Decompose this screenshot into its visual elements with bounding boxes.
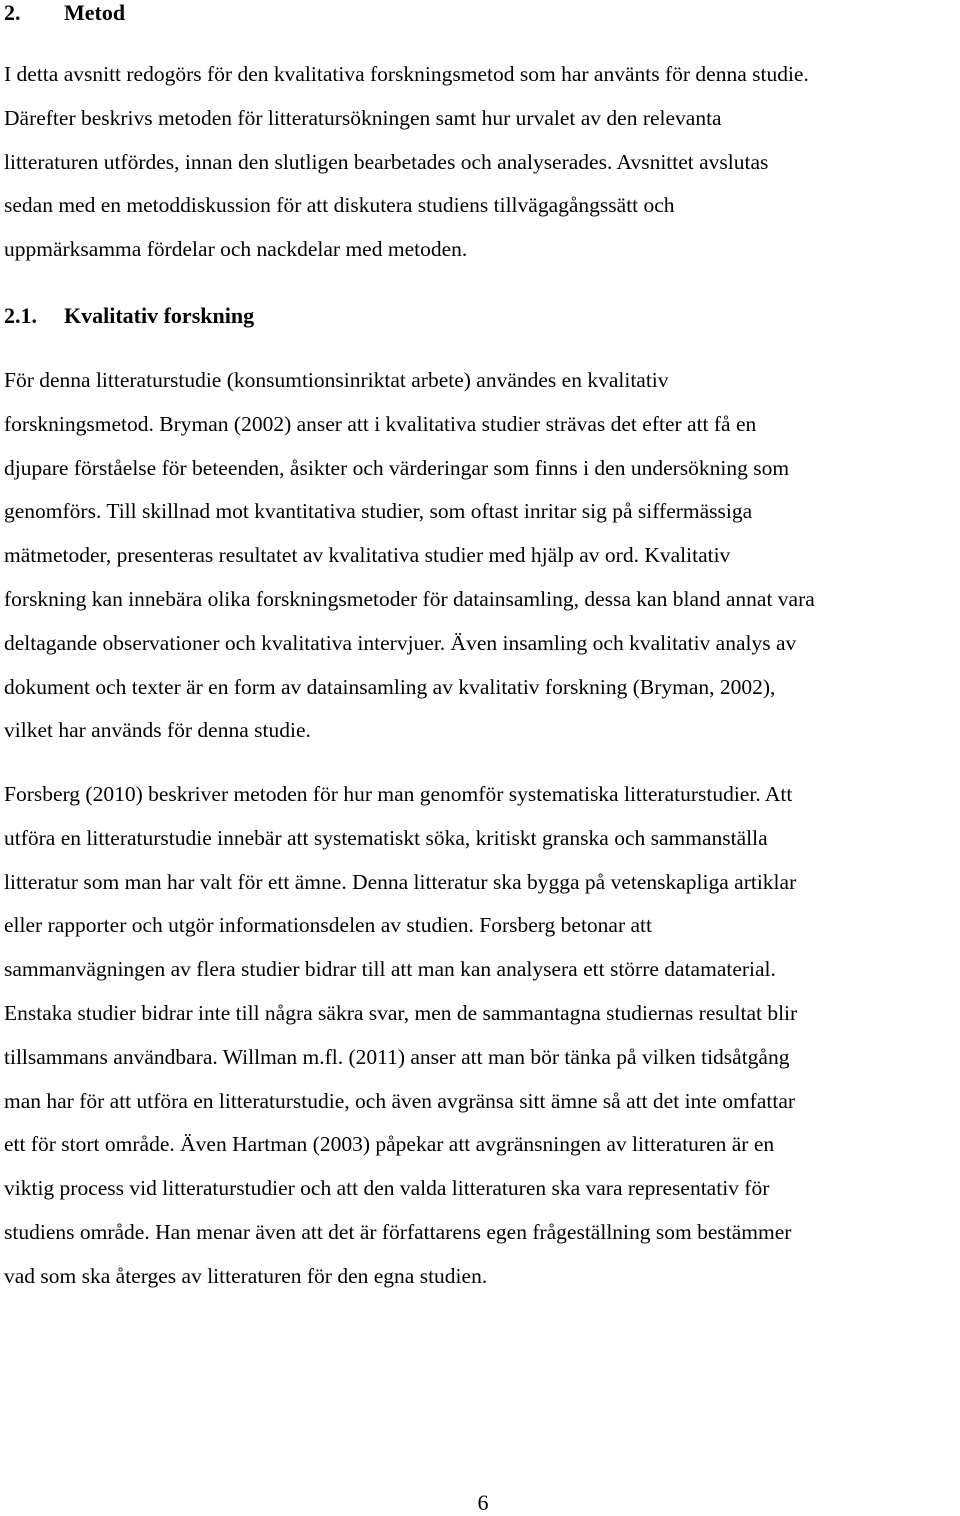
body-paragraph-1	[4, 359, 960, 753]
text-line: viktig process vid litteraturstudier och att den valda litteraturen ska vara representativ för	[4, 1176, 770, 1201]
text-line: utföra en litteraturstudie innebär att systematiskt söka, kritiskt granska och sammanställa	[4, 825, 768, 850]
text-line: studiens område. Han menar även att det är författarens egen frågeställning som bestämmer	[4, 1219, 792, 1244]
text-line: sedan med en metoddiskussion för att diskutera studiens tillvägagångssätt och	[4, 193, 675, 218]
text-line: litteratur som man har valt för ett ämne. Denna litteratur ska bygga på vetenskapliga artiklar	[4, 869, 797, 894]
text-line: forskning kan innebära olika forskningsmetoder för datainsamling, dessa kan bland annat vara	[4, 586, 815, 611]
text-line: uppmärksamma fördelar och nackdelar med metoden.	[4, 237, 468, 262]
subsection-heading	[4, 303, 254, 329]
text-line: Enstaka studier bidrar inte till några säkra svar, men de sammantagna studiernas resultat blir	[4, 1000, 798, 1025]
body-paragraph-2	[4, 773, 960, 1299]
text-line: ett för stort område. Även Hartman (2003) påpekar att avgränsningen av litteraturen är en	[4, 1132, 775, 1157]
text-line: eller rapporter och utgör informationsdelen av studien. Forsberg betonar att	[4, 913, 652, 938]
text-line: Därefter beskrivs metoden för litteratursökningen samt hur urvalet av den relevanta	[4, 105, 722, 130]
text-line: forskningsmetod. Bryman (2002) anser att i kvalitativa studier strävas det efter att få en	[4, 411, 757, 436]
section-number: 2.	[4, 0, 21, 25]
text-line: genomförs. Till skillnad mot kvantitativa studier, som oftast inritar sig på siffermässiga	[4, 499, 753, 524]
text-line: vad som ska återges av litteraturen för den egna studien.	[4, 1263, 488, 1288]
text-line: dokument och texter är en form av datainsamling av kvalitativ forskning (Bryman, 2002),	[4, 674, 776, 699]
text-line: För denna litteraturstudie (konsumtionsinriktat arbete) användes en kvalitativ	[4, 368, 669, 392]
text-line: Forsberg (2010) beskriver metoden för hur man genomför systematiska litteraturstudier. Att	[4, 782, 793, 806]
text-line: litteraturen utfördes, innan den slutligen bearbetades och analyserades. Avsnittet avslutas	[4, 149, 769, 174]
text-line: sammanvägningen av flera studier bidrar till att man kan analysera ett större datamaterial.	[4, 957, 776, 982]
section-title: Metod	[64, 0, 126, 25]
subsection-number: 2.1.	[4, 303, 37, 328]
section-heading	[4, 0, 125, 26]
intro-paragraph	[4, 53, 960, 272]
text-line: tillsammans användbara. Willman m.fl. (2011) anser att man bör tänka på vilken tidsåtgång	[4, 1044, 790, 1069]
subsection-title: Kvalitativ forskning	[64, 303, 255, 328]
text-line: mätmetoder, presenteras resultatet av kvalitativa studier med hjälp av ord. Kvalitativ	[4, 543, 731, 568]
text-line: djupare förståelse för beteenden, åsikter och värderingar som finns i den undersökning som	[4, 455, 790, 480]
text-line: man har för att utföra en litteraturstudie, och även avgränsa sitt ämne så att det inte omfattar	[4, 1088, 796, 1113]
text-line: I detta avsnitt redogörs för den kvalitativa forskningsmetod som har använts för denna studie.	[4, 62, 809, 86]
text-line: vilket har används för denna studie.	[4, 718, 311, 743]
text-line: deltagande observationer och kvalitativa intervjuer. Även insamling och kvalitativ analys av	[4, 630, 797, 655]
page-number: 6	[477, 1490, 489, 1515]
